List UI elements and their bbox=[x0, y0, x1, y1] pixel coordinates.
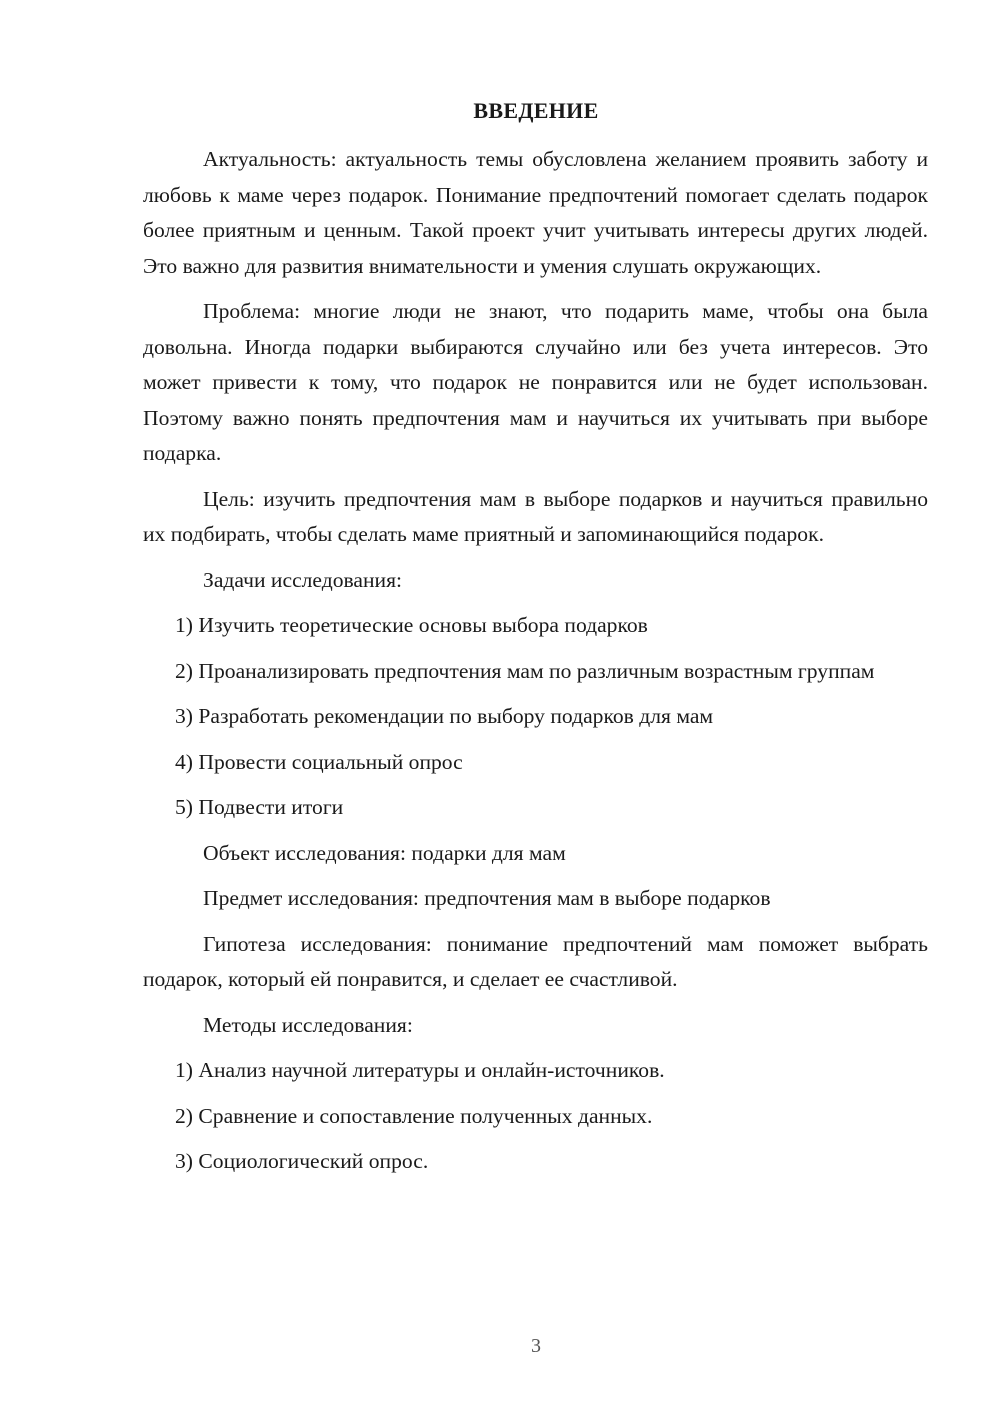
methods-heading: Методы исследования: bbox=[203, 1012, 413, 1037]
task-item: 2) Проанализировать предпочтения мам по различным возрастным группам bbox=[175, 658, 875, 683]
goal-paragraph: Цель: изучить предпочтения мам в выборе подарков и научиться правильно их подбирать, чтобы сделать маме приятный и запоминающийся подарок. bbox=[143, 486, 928, 546]
research-hypothesis: Гипотеза исследования: понимание предпочтений мам поможет выбрать подарок, который ей понравится, и сделает ее счастливой. bbox=[143, 931, 928, 991]
task-item: 5) Подвести итоги bbox=[175, 795, 344, 819]
method-item: 1) Анализ научной литературы и онлайн-источников. bbox=[175, 1058, 665, 1082]
problem-paragraph: Проблема: многие люди не знают, что подарить маме, чтобы она была довольна. Иногда подарки выбираются случайно или без учета интересов. Это может привести к тому, что подарок не понравится или не будет использован. Поэтому важно понять предпочтения мам и научиться их учитывать при выборе подарка. bbox=[143, 299, 928, 465]
method-item: 2) Сравнение и сопоставление полученных данных. bbox=[175, 1103, 653, 1128]
body-text bbox=[143, 142, 928, 1190]
method-item: 3) Социологический опрос. bbox=[175, 1149, 429, 1173]
section-heading: ВВЕДЕНИЕ bbox=[473, 98, 599, 123]
task-item: 3) Разработать рекомендации по выбору подарков для мам bbox=[175, 704, 714, 728]
tasks-heading: Задачи исследования: bbox=[203, 567, 403, 592]
research-object: Объект исследования: подарки для мам bbox=[203, 840, 566, 865]
relevance-paragraph: Актуальность: актуальность темы обусловлена желанием проявить заботу и любовь к маме через подарок. Понимание предпочтений помогает сделать подарок более приятным и ценным. Такой проект учит учитывать интересы других людей. Это важно для развития внимательности и умения слушать окружающих. bbox=[143, 147, 928, 278]
task-item: 4) Провести социальный опрос bbox=[175, 749, 463, 774]
research-subject: Предмет исследования: предпочтения мам в выборе подарков bbox=[203, 886, 771, 910]
task-item: 1) Изучить теоретические основы выбора подарков bbox=[175, 613, 648, 637]
page-number: 3 bbox=[531, 1335, 541, 1357]
